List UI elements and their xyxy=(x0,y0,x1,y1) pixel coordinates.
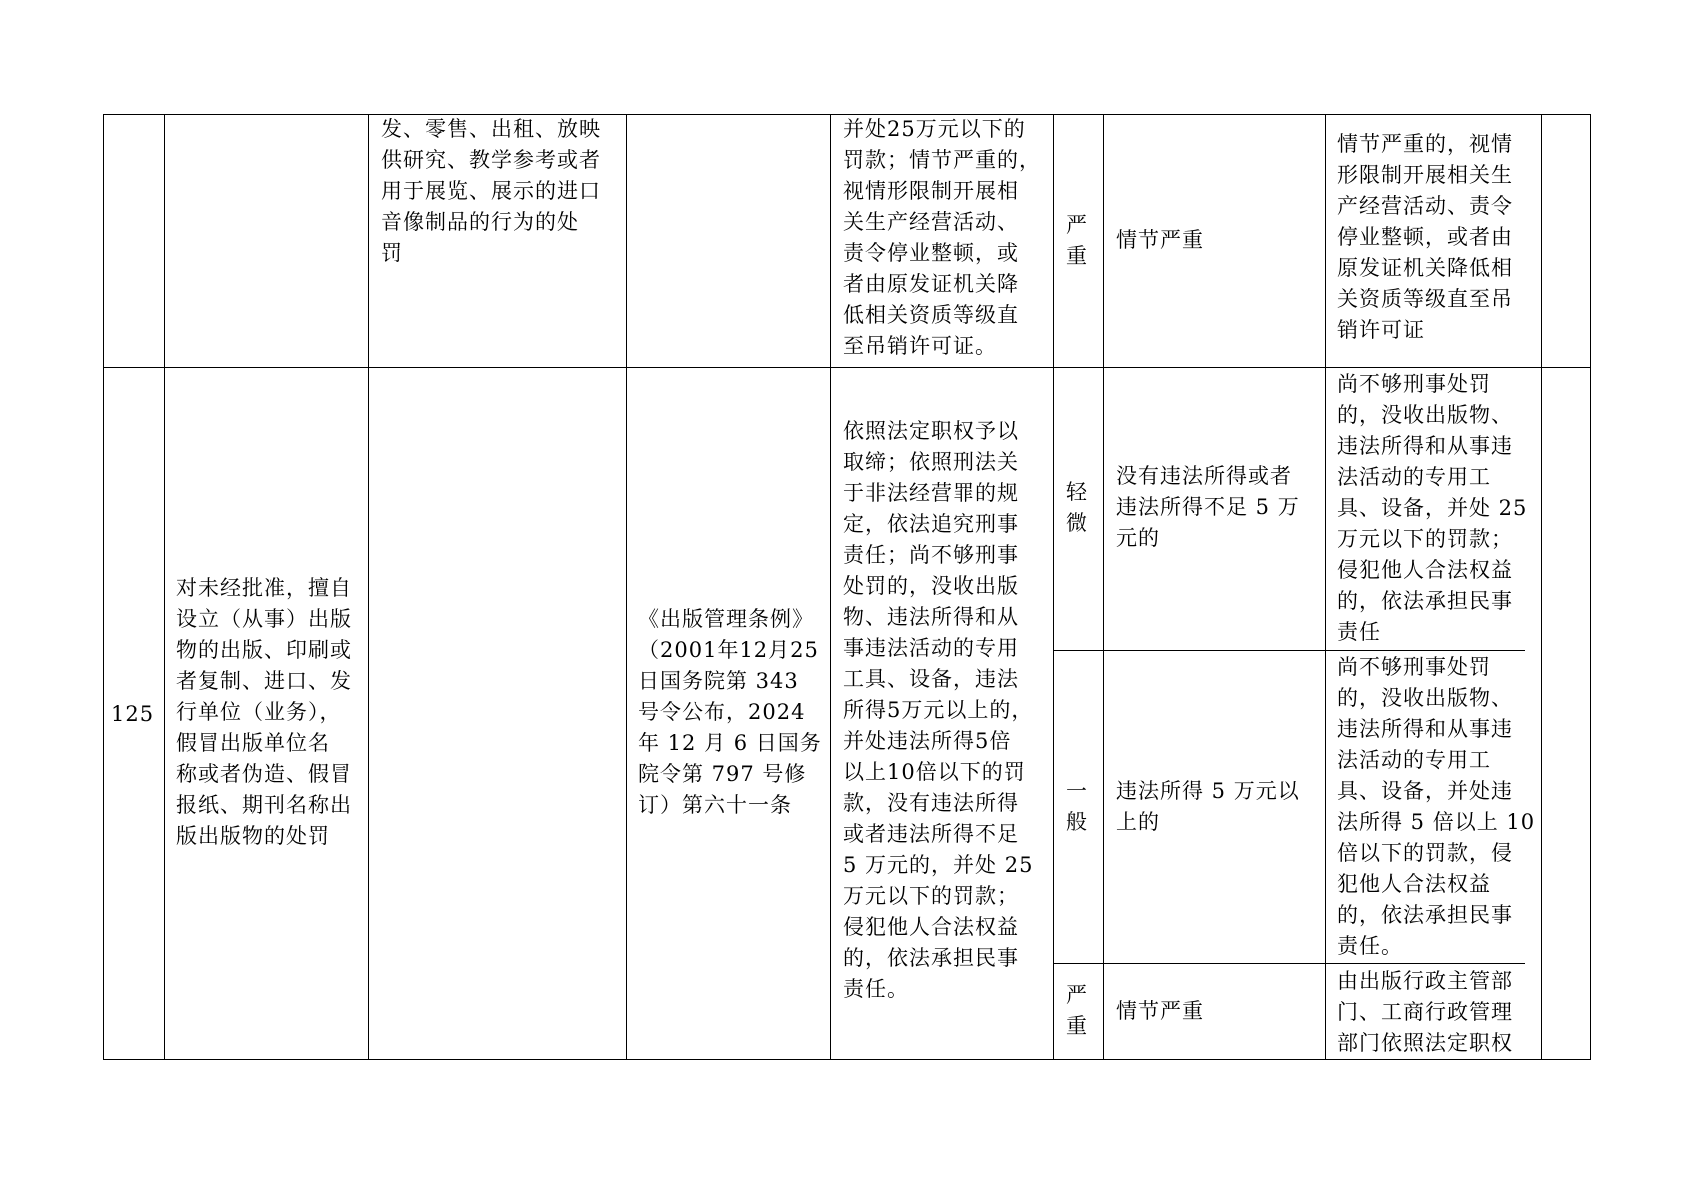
text-line: 至吊销许可证。 xyxy=(843,334,997,358)
text-line: 关资质等级直至吊 xyxy=(1337,287,1513,311)
text-line: 物的出版、印刷或 xyxy=(176,638,352,662)
text-line: 严 xyxy=(1066,213,1087,237)
text-line: 严 xyxy=(1066,983,1087,1007)
cell-standard-continued xyxy=(1337,129,1513,346)
text-line: 5 万元的，并处 25 xyxy=(843,853,1034,877)
text-line: 情节严重 xyxy=(1116,999,1204,1023)
text-line: 责令停业整顿，或 xyxy=(843,241,1019,265)
column-rule xyxy=(368,114,369,1060)
text-line: 微 xyxy=(1066,511,1087,535)
text-line: 处罚的，没收出版 xyxy=(843,574,1019,598)
row-rule xyxy=(103,1059,1591,1060)
text-line: 年 12 月 6 日国务 xyxy=(638,731,822,755)
text-line: 关生产经营活动、 xyxy=(843,210,1019,234)
column-rule xyxy=(1541,114,1542,1060)
text-line: 视情形限制开展相 xyxy=(843,179,1019,203)
cell-subject-continued xyxy=(381,114,601,269)
text-line: 的，依法承担民事 xyxy=(843,946,1019,970)
text-line: 用于展览、展示的进口 xyxy=(381,179,601,203)
text-line: 所得5万元以上的， xyxy=(843,698,1034,722)
text-line: 万元以下的罚款； xyxy=(1337,527,1513,551)
cell-circumstance-minor xyxy=(1116,461,1300,554)
text-line: 门、工商行政管理 xyxy=(1337,1000,1513,1024)
text-line: 般 xyxy=(1066,810,1087,834)
text-line: 轻 xyxy=(1066,480,1087,504)
text-line: 部门依照法定职权 xyxy=(1337,1031,1513,1055)
text-line: 或者违法所得不足 xyxy=(843,822,1019,846)
text-line: 者由原发证机关降 xyxy=(843,272,1019,296)
text-line: 物、违法所得和从 xyxy=(843,605,1019,629)
text-line: 具、设备，并处 25 xyxy=(1337,496,1528,520)
text-line: 重 xyxy=(1066,244,1087,268)
cell-degree-continued xyxy=(1066,210,1087,272)
column-rule xyxy=(1590,114,1591,1060)
text-line: 倍以下的罚款，侵 xyxy=(1337,841,1513,865)
text-line: 的，依法承担民事 xyxy=(1337,589,1513,613)
text-line: 销许可证 xyxy=(1337,318,1425,342)
row-rule xyxy=(1053,963,1525,964)
text-line: 发、零售、出租、放映 xyxy=(381,117,601,141)
column-rule xyxy=(626,114,627,1060)
column-rule xyxy=(1325,114,1326,1060)
text-line: 法活动的专用工 xyxy=(1337,465,1491,489)
text-line: 的，依法承担民事 xyxy=(1337,903,1513,927)
cell-item-description xyxy=(176,573,352,852)
text-line: 称或者伪造、假冒 xyxy=(176,762,352,786)
cell-standard-general xyxy=(1337,652,1535,962)
text-line: 情节严重 xyxy=(1116,228,1204,252)
text-line: 日国务院第 343 xyxy=(638,669,799,693)
row-rule xyxy=(103,367,1591,368)
text-line: 罚款；情节严重的， xyxy=(843,148,1041,172)
text-line: 一 xyxy=(1066,779,1087,803)
text-line: 报纸、期刊名称出 xyxy=(176,793,352,817)
text-line: 法活动的专用工 xyxy=(1337,748,1491,772)
text-line: 责任。 xyxy=(1337,934,1403,958)
text-line: 形限制开展相关生 xyxy=(1337,163,1513,187)
cell-legal-continued xyxy=(843,114,1041,362)
text-line: 以上10倍以下的罚 xyxy=(843,760,1026,784)
cell-circumstance-general xyxy=(1116,776,1300,838)
cell-circumstance-serious xyxy=(1116,996,1204,1027)
text-line: 的，没收出版物、 xyxy=(1337,686,1513,710)
cell-degree-minor xyxy=(1066,477,1087,539)
text-line: 低相关资质等级直 xyxy=(843,303,1019,327)
text-line: 《出版管理条例》 xyxy=(638,607,814,631)
text-line: 违法所得不足 5 万 xyxy=(1116,495,1300,519)
text-line: 的，没收出版物、 xyxy=(1337,403,1513,427)
text-line: 者复制、进口、发 xyxy=(176,669,352,693)
text-line: 违法所得和从事违 xyxy=(1337,434,1513,458)
text-line: 订）第六十一条 xyxy=(638,793,792,817)
text-line: 尚不够刑事处罚 xyxy=(1337,655,1491,679)
column-rule xyxy=(164,114,165,1060)
cell-degree-serious xyxy=(1066,980,1087,1042)
text-line: 假冒出版单位名 xyxy=(176,731,330,755)
text-line: 并处违法所得5倍 xyxy=(843,729,1012,753)
text-line: 号令公布，2024 xyxy=(638,700,806,724)
penalty-standards-table xyxy=(103,114,1591,1060)
column-rule xyxy=(103,114,104,1060)
text-line: 设立（从事）出版 xyxy=(176,607,352,631)
text-line: 上的 xyxy=(1116,810,1160,834)
cell-standard-serious xyxy=(1337,966,1513,1059)
text-line: 侵犯他人合法权益 xyxy=(843,915,1019,939)
text-line: 违法所得 5 万元以 xyxy=(1116,779,1300,803)
text-line: 取缔；依照刑法关 xyxy=(843,450,1019,474)
text-line: 重 xyxy=(1066,1014,1087,1038)
row-rule xyxy=(103,114,1591,115)
text-line: 定，依法追究刑事 xyxy=(843,512,1019,536)
cell-row-number: 125 xyxy=(111,702,155,726)
text-line: 情节严重的，视情 xyxy=(1337,132,1513,156)
text-line: 违法所得和从事违 xyxy=(1337,717,1513,741)
column-rule xyxy=(1103,114,1104,1060)
text-line: 万元以下的罚款； xyxy=(843,884,1019,908)
column-rule xyxy=(1053,114,1054,1060)
text-line: 元的 xyxy=(1116,526,1160,550)
text-line: 具、设备，并处违 xyxy=(1337,779,1513,803)
cell-legal-basis xyxy=(638,604,822,821)
text-line: 工具、设备，违法 xyxy=(843,667,1019,691)
text-line: 款，没有违法所得 xyxy=(843,791,1019,815)
cell-legal-provision xyxy=(843,416,1033,1005)
text-line: 原发证机关降低相 xyxy=(1337,256,1513,280)
text-line: 音像制品的行为的处 xyxy=(381,210,579,234)
text-line: 供研究、教学参考或者 xyxy=(381,148,601,172)
text-line: 产经营活动、责令 xyxy=(1337,194,1513,218)
text-line: 于非法经营罪的规 xyxy=(843,481,1019,505)
row-rule xyxy=(1053,650,1525,651)
text-line: 停业整顿，或者由 xyxy=(1337,225,1513,249)
text-line: 对未经批准，擅自 xyxy=(176,576,352,600)
cell-degree-general xyxy=(1066,776,1087,838)
column-rule xyxy=(830,114,831,1060)
text-line: 法所得 5 倍以上 10 xyxy=(1337,810,1536,834)
text-line: 没有违法所得或者 xyxy=(1116,464,1292,488)
text-line: 事违法活动的专用 xyxy=(843,636,1019,660)
text-line: 尚不够刑事处罚 xyxy=(1337,372,1491,396)
cell-circumstance-continued xyxy=(1116,225,1204,256)
text-line: 犯他人合法权益 xyxy=(1337,872,1491,896)
text-line: 侵犯他人合法权益 xyxy=(1337,558,1513,582)
text-line: 责任；尚不够刑事 xyxy=(843,543,1019,567)
text-line: 罚 xyxy=(381,241,403,265)
text-line: 由出版行政主管部 xyxy=(1337,969,1513,993)
text-line: （2001年12月25 xyxy=(638,638,819,662)
text-line: 院令第 797 号修 xyxy=(638,762,807,786)
text-line: 责任 xyxy=(1337,620,1381,644)
text-line: 并处25万元以下的 xyxy=(843,117,1026,141)
text-line: 责任。 xyxy=(843,977,909,1001)
text-line: 依照法定职权予以 xyxy=(843,419,1019,443)
text-line: 行单位（业务）， xyxy=(176,700,342,724)
cell-standard-minor xyxy=(1337,369,1527,648)
text-line: 版出版物的处罚 xyxy=(176,824,330,848)
